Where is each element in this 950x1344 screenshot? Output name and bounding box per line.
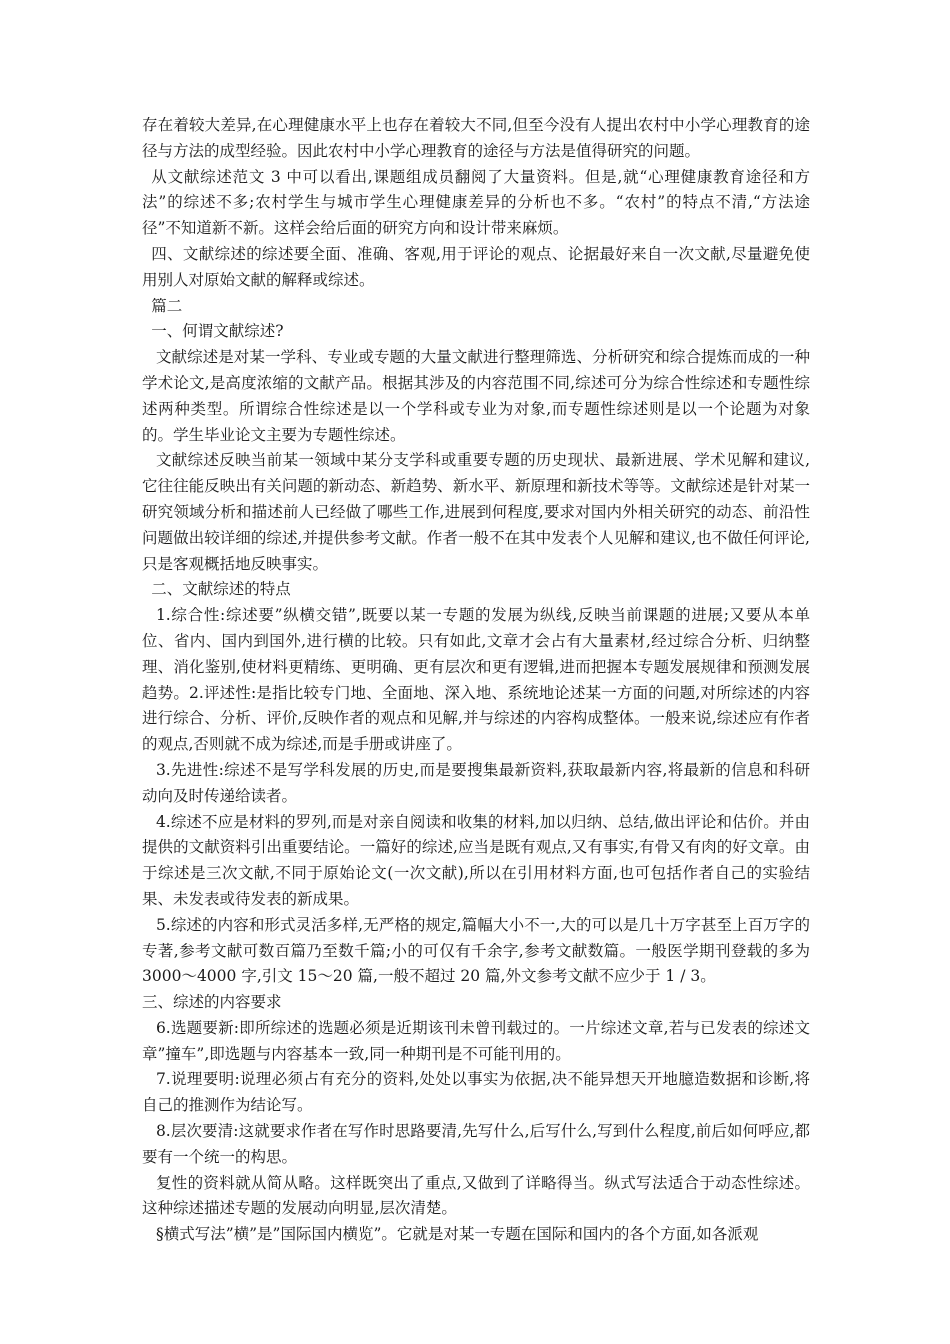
paragraph-point-4: 四、文献综述的综述要全面、准确、客观,用于评论的观点、论据最好来自一次文献,尽量避免使用别人对原始文献的解释或综述。 bbox=[142, 244, 810, 289]
paragraph-example-3: 从文献综述范文 3 中可以看出,课题组成员翻阅了大量资料。但是,就“心理健康教育途径和方法”的综述不多;农村学生与城市学生心理健康差异的分析也不多。“农村”的特点不清,“方法途径”不知道新不新。这样会给后面的研究方向和设计带来麻烦。 bbox=[142, 167, 810, 238]
heading-what-is-review: 一、何谓文献综述? bbox=[151, 322, 284, 341]
paragraph-definition: 文献综述是对某一学科、专业或专题的大量文献进行整理筛选、分析研究和综合提炼而成的一种学术论文,是高度浓缩的文献产品。根据其涉及的内容范围不同,综述可分为综合性综述和专题性综述两种类型。所谓综合性综述是以一个学科或专业为对象,而专题性综述则是以一个论题为对象的。学生毕业论文主要为专题性综述。 bbox=[142, 348, 810, 444]
paragraph-item-6: 6.选题要新:即所综述的选题必须是近期该刊未曾刊载过的。一片综述文章,若与已发表的综述文章”撞车”,即选题与内容基本一致,同一种期刊是不可能刊用的。 bbox=[142, 1018, 810, 1063]
paragraph-item-8: 8.层次要清:这就要求作者在写作时思路要清,先写什么,后写什么,写到什么程度,前后如何呼应,都要有一个统一的构思。 bbox=[142, 1122, 810, 1166]
heading-characteristics: 二、文献综述的特点 bbox=[151, 580, 291, 599]
paragraph-item-1-2: 1.综合性:综述要”纵横交错”,既要以某一专题的发展为纵线,反映当前课题的进展;又要从本单位、省内、国内到国外,进行横的比较。只有如此,文章才会占有大量素材,经过综合分析、归纳整理、消化鉴别,使材料更精练、更明确、更有层次和更有逻辑,进而把握本专题发展规律和预测发展趋势。2.评述性:是指比较专门地、全面地、深入地、系统地论述某一方面的问题,对所综述的内容进行综合、分析、评价,反映作者的观点和见解,并与综述的内容构成整体。一般来说,综述应有作者的观点,否则就不成为综述,而是手册或讲座了。 bbox=[142, 606, 810, 754]
section-heading-part-2: 篇二 bbox=[151, 296, 183, 315]
paragraph-reflects: 文献综述反映当前某一领域中某分支学科或重要专题的历史现状、最新进展、学术见解和建议,它往往能反映出有关问题的新动态、新趋势、新水平、新原理和新技术等等。文献综述是针对某一研究领域分析和描述前人已经做了哪些工作,进展到何程度,要求对国内外相关研究的动态、前沿性问题做出较详细的综述,并提供参考文献。作者一般不在其中发表个人见解和建议,也不做任何评论,只是客观概括地反映事实。 bbox=[142, 451, 810, 573]
heading-content-requirements: 三、综述的内容要求 bbox=[142, 993, 282, 1012]
paragraph-item-3: 3.先进性:综述不是写学科发展的历史,而是要搜集最新资料,获取最新内容,将最新的信息和科研动向及时传递给读者。 bbox=[142, 760, 810, 805]
paragraph-continuation: 存在着较大差异,在心理健康水平上也存在着较大不同,但至今没有人提出农村中小学心理教育的途径与方法的成型经验。因此农村中小学心理教育的途径与方法是值得研究的问题。 bbox=[142, 116, 810, 160]
paragraph-detail: 复性的资料就从简从略。这样既突出了重点,又做到了详略得当。纵式写法适合于动态性综述。这种综述描述专题的发展动向明显,层次清楚。 bbox=[142, 1173, 810, 1218]
paragraph-item-7: 7.说理要明:说理必须占有充分的资料,处处以事实为依据,决不能异想天开地臆造数据和诊断,将自己的推测作为结论写。 bbox=[142, 1070, 810, 1115]
paragraph-horizontal-writing: §横式写法”横”是”国际国内横览”。它就是对某一专题在国际和国内的各个方面,如各派观 bbox=[155, 1225, 759, 1244]
paragraph-item-5: 5.综述的内容和形式灵活多样,无严格的规定,篇幅大小不一,大的可以是几十万字甚至上百万字的专著,参考文献可数百篇乃至数千篇;小的可仅有千余字,参考文献数篇。一般医学期刊登载的多为 3000～4000 字,引文 15～20 篇,一般不超过 20 篇,外文参考文献不应少于 1 / 3。 bbox=[142, 915, 810, 986]
document-body bbox=[142, 113, 810, 1248]
paragraph-item-4: 4.综述不应是材料的罗列,而是对亲自阅读和收集的材料,加以归纳、总结,做出评论和估价。并由提供的文献资料引出重要结论。一篇好的综述,应当是既有观点,又有事实,有骨又有肉的好文章。由于综述是三次文献,不同于原始论文(一次文献),所以在引用材料方面,也可包括作者自己的实验结果、未发表或待发表的新成果。 bbox=[142, 812, 810, 908]
